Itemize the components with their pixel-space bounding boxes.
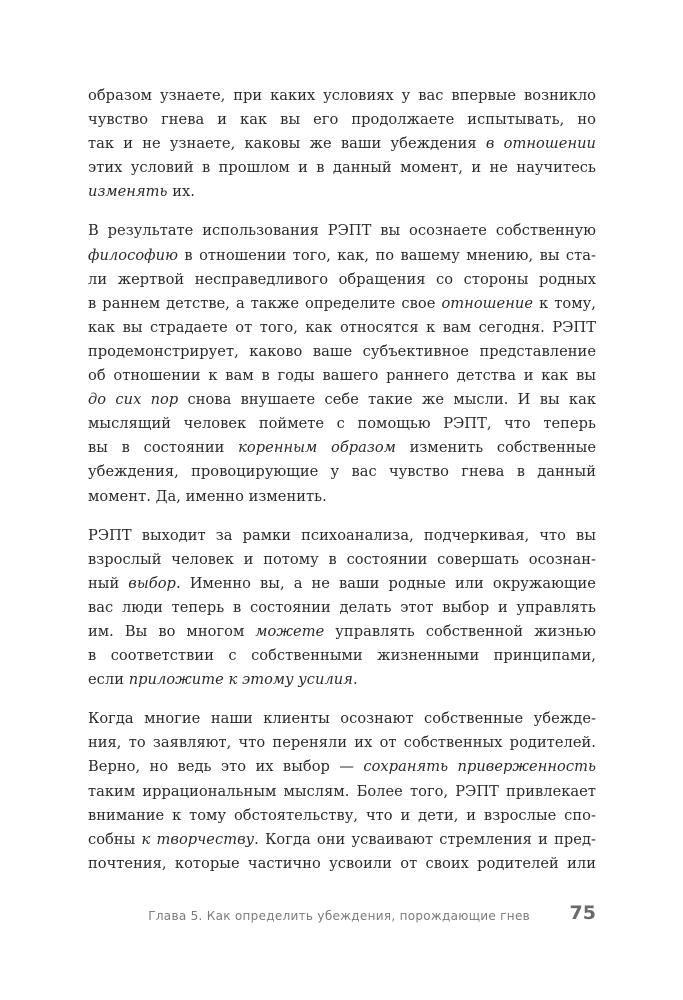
text-line [88, 668, 596, 692]
text-line [88, 132, 596, 156]
emphasis: приложите к этому усилия [128, 671, 353, 689]
paragraph-1 [88, 84, 596, 204]
text-line: убеждения, провоцирующие у вас чувство гнева в данный [88, 463, 596, 481]
text-run: вы в состоянии [88, 439, 239, 457]
text-run: собны [88, 830, 142, 848]
text-run: к тому, [533, 294, 596, 312]
chapter-title: Глава 5. Как определить убеждения, порождающие гнев [148, 909, 530, 923]
text-run: изменить собственные [395, 439, 596, 457]
text-line: РЭПТ выходит за рамки психоанализа, подчеркивая, что вы [88, 526, 596, 544]
text-run: управлять собственной жизнью [324, 622, 596, 640]
text-line [88, 180, 596, 204]
text-line: момент. Да, именно изменить. [88, 487, 327, 505]
text-line [88, 755, 596, 779]
text-run: Верно, но ведь это их выбор — [88, 758, 364, 776]
text-run: ный [88, 574, 129, 592]
emphasis: выбор [128, 574, 176, 592]
paragraph-2 [88, 219, 596, 508]
text-run: . Именно вы, а не ваши родные или окружающие [175, 574, 596, 592]
text-line: ли жертвой несправедливого обращения со стороны родных [88, 270, 596, 288]
text-run: им. Вы во многом [88, 622, 256, 640]
body-text [88, 84, 596, 891]
text-line [88, 828, 596, 852]
emphasis: к творчеству [141, 830, 255, 848]
text-line: мыслящий человек поймете с помощью РЭПТ, что теперь [88, 415, 596, 433]
text-line: продемонстрирует, каково ваше субъективное представление [88, 342, 596, 360]
emphasis: отношение [441, 294, 534, 312]
paragraph-4 [88, 707, 596, 876]
text-line [88, 620, 596, 644]
text-line: чувство гнева и как вы его продолжаете испытывать, но [88, 111, 596, 129]
emphasis: философию [88, 246, 178, 264]
text-run: если [88, 671, 129, 689]
text-line: взрослый человек и потому в состоянии совершать осознан- [88, 550, 596, 568]
text-run: . Когда они усваивают стремления и пред- [254, 830, 596, 848]
text-line: в соответствии с собственными жизненными принципами, [88, 647, 596, 665]
emphasis: до сих пор [88, 391, 179, 409]
text-line: В результате использования РЭПТ вы осознаете собственную [88, 222, 596, 240]
page-footer [88, 902, 596, 932]
emphasis: коренным образом [238, 439, 396, 457]
text-line [88, 244, 596, 268]
text-line: как вы страдаете от того, как относятся к вам сегодня. РЭПТ [88, 318, 596, 336]
text-run: . [352, 671, 358, 689]
text-line: образом узнаете, при каких условиях у вас впервые возникло [88, 87, 596, 104]
text-line: этих условий в прошлом и в данный момент, и не научитесь [88, 159, 596, 177]
paragraph-3 [88, 524, 596, 693]
text-run: их. [167, 183, 195, 201]
text-line [88, 572, 596, 596]
text-line: внимание к тому обстоятельству, что и дети, и взрослые спо- [88, 806, 596, 824]
emphasis: можете [255, 622, 325, 640]
text-line [88, 436, 596, 460]
text-line [88, 292, 596, 316]
page-number: 75 [569, 902, 596, 924]
text-line: об отношении к вам в годы вашего раннего детства и как вы [88, 367, 596, 385]
text-line [88, 388, 596, 412]
text-run: так и не узнаете, каковы же ваши убеждения [88, 135, 486, 153]
text-run: снова внушаете себе такие же мысли. И вы как [178, 391, 597, 409]
emphasis: изменять [88, 183, 168, 201]
text-line: таким иррациональным мыслям. Более того, РЭПТ привлекает [88, 782, 596, 800]
text-line: вас люди теперь в состоянии делать этот выбор и управлять [88, 598, 596, 616]
emphasis: сохранять приверженность [363, 758, 596, 776]
emphasis: в отношении [485, 135, 597, 153]
text-run: в раннем детстве, а также определите свое [88, 294, 442, 312]
text-run: в отношении того, как, по вашему мнению, вы ста- [177, 246, 596, 264]
text-line: Когда многие наши клиенты осознают собственные убежде- [88, 710, 596, 728]
text-line: почтения, которые частично усвоили от своих родителей или [88, 854, 596, 872]
text-line: ния, то заявляют, что переняли их от собственных родителей. [88, 734, 596, 752]
